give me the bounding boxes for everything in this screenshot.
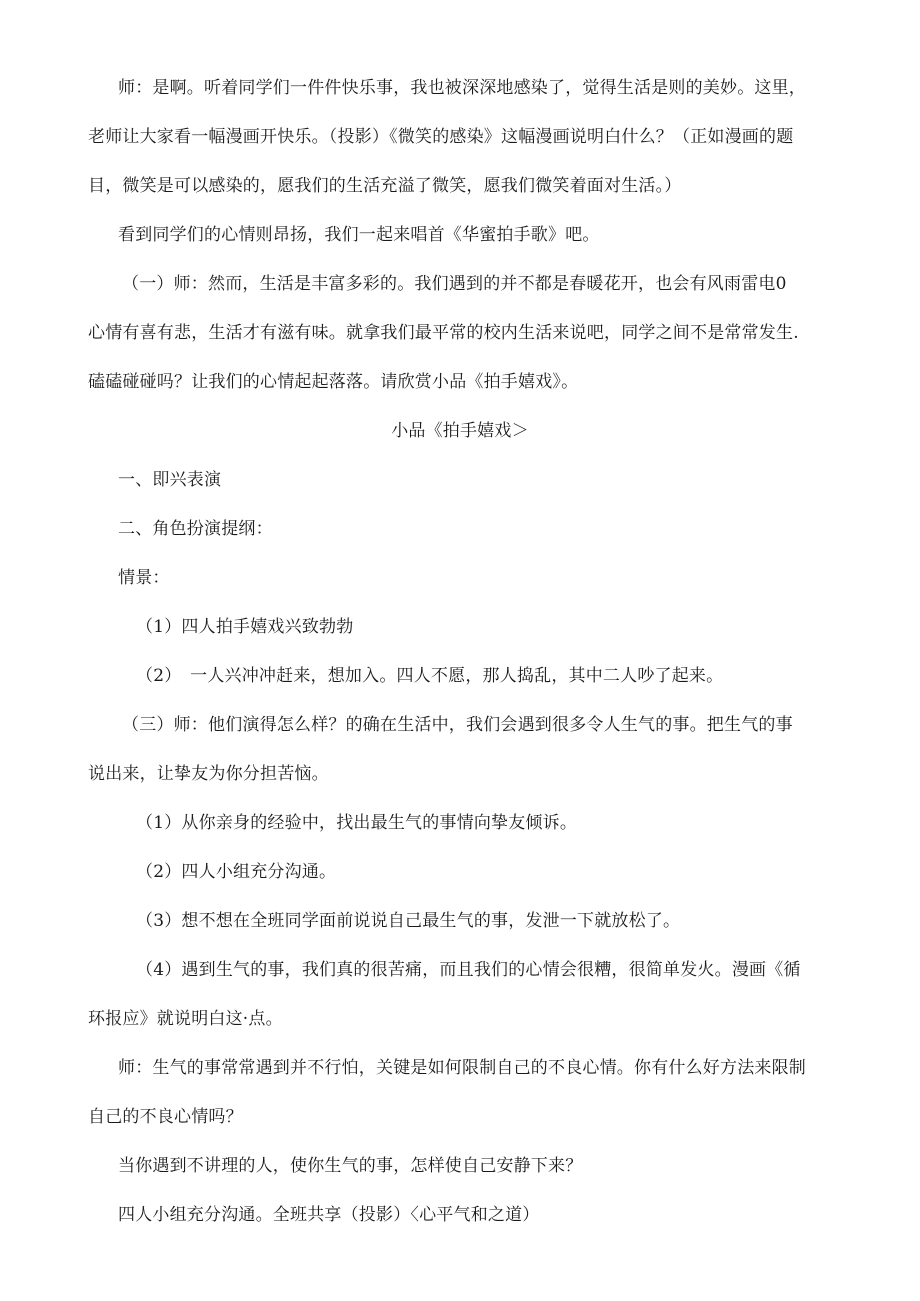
text-line: 当你遇到不讲理的人，使你生气的事，怎样使自己安静下来？	[118, 1156, 583, 1176]
text-line: 看到同学们的心情则昂扬，我们一起来唱首《华蜜拍手歌》吧。	[118, 225, 600, 245]
text-line: （4）遇到生气的事，我们真的很苦痛，而且我们的心情会很糟，很简单发火。漫画《循	[136, 960, 801, 980]
text-line: （3）想不想在全班同学面前说说自己最生气的事，发泄一下就放松了。	[136, 911, 681, 931]
text-line: 四人小组充分沟通。全班共享（投影）〈心平气和之道）	[118, 1205, 540, 1225]
text-line: 磕磕碰碰吗？让我们的心情起起落落。请欣赏小品《拍手嬉戏》。	[88, 372, 579, 392]
text-line: 心情有喜有悲，生活才有滋有味。就拿我们最平常的校内生活来说吧，同学之间不是常常发生.	[88, 323, 799, 343]
text-line: （1）从你亲身的经验中，找出最生气的事情向挚友倾诉。	[136, 813, 578, 833]
text-line: 二、角色扮演提纲：	[118, 519, 273, 539]
text-line: 目，微笑是可以感染的，愿我们的生活充溢了微笑，愿我们微笑着面对生活。）	[88, 176, 682, 196]
text-line: 师：生气的事常常遇到并不行怕，关键是如何限制自己的不良心情。你有什么好方法来限制	[118, 1058, 806, 1078]
text-line: （2）四人小组充分沟通。	[136, 862, 337, 882]
text-line: 说出来，让挚友为你分担苦恼。	[88, 764, 329, 784]
text-line: 师：是啊。听着同学们一件件快乐事，我也被深深地感染了，觉得生活是则的美妙。这里，	[118, 78, 806, 98]
text-line: 环报应》就说明白这·点。	[88, 1009, 283, 1029]
text-line: （1）四人拍手嬉戏兴致勃勃	[136, 617, 354, 637]
section-title: 小品《拍手嬉戏＞	[391, 421, 529, 441]
text-line: （三）师：他们演得怎么样？的确在生活中，我们会遇到很多令人生气的事。把生气的事	[122, 715, 793, 735]
text-line: （一）师：然而，生活是丰富多彩的。我们遇到的并不都是春暖花开，也会有风雨雷电0	[122, 274, 787, 294]
text-line: 一、即兴表演	[118, 470, 222, 490]
text-line: 自己的不良心情吗？	[88, 1107, 243, 1127]
text-line: （2） 一人兴冲冲赶来，想加入。四人不愿，那人捣乱，其中二人吵了起来。	[136, 666, 724, 686]
text-line: 情景：	[118, 568, 170, 588]
text-line: 老师让大家看一幅漫画开快乐。（投影）《微笑的感染》这幅漫画说明白什么？（正如漫画的题	[88, 127, 794, 147]
